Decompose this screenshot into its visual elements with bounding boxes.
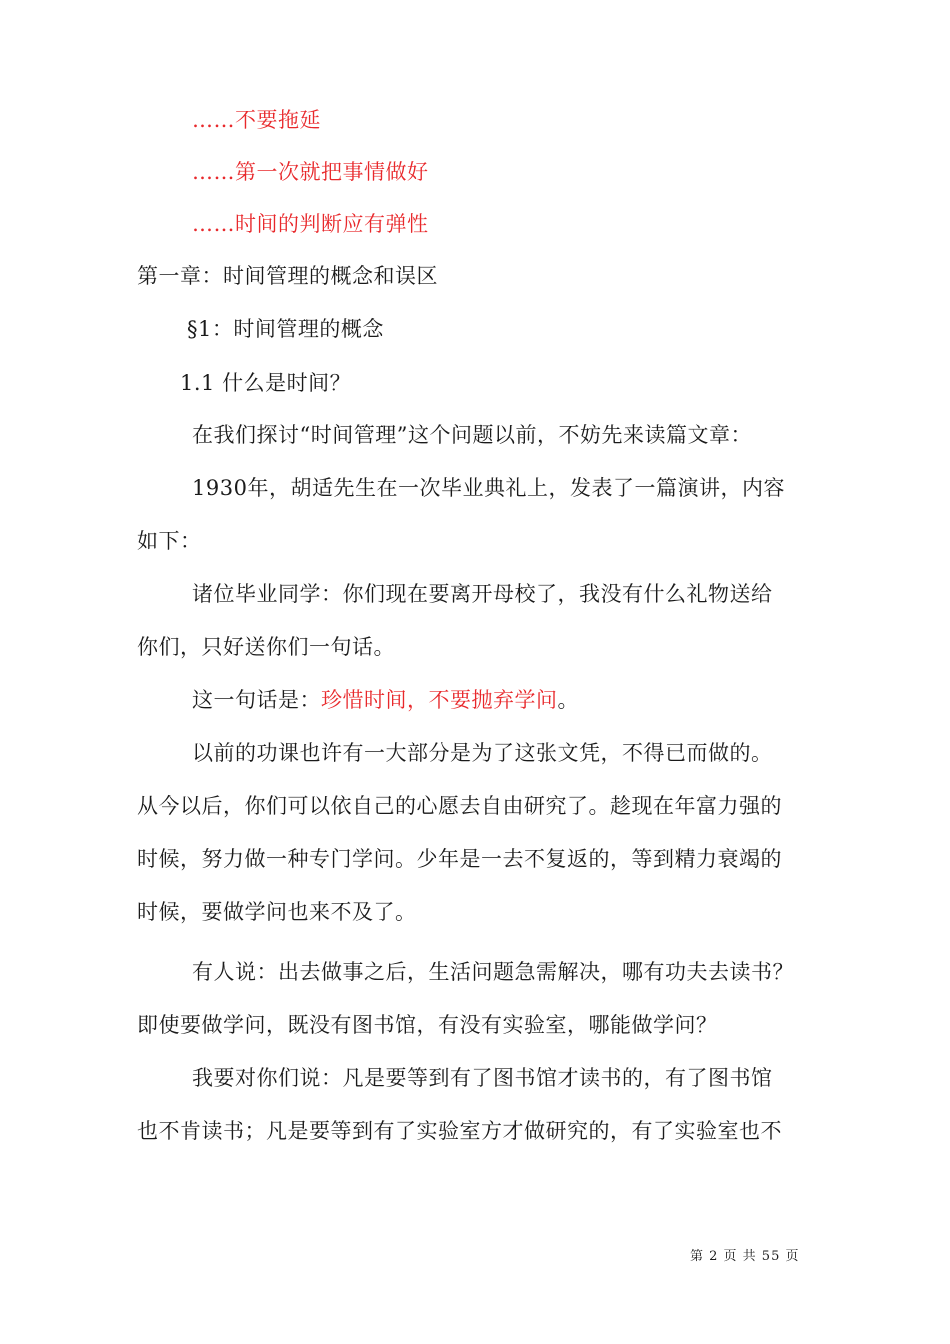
page-footer: 第 2 页 共 55 页 — [690, 1249, 800, 1264]
chapter-title: 第一章：时间管理的概念和误区 — [137, 264, 438, 288]
paragraph-intro: 在我们探讨“时间管理”这个问题以前，不妨先来读篇文章： — [192, 423, 752, 447]
paragraph-reply-line2: 也不肯读书；凡是要等到有了实验室方才做研究的，有了实验室也不 — [137, 1119, 782, 1143]
paragraph-speech-line1: 1930年，胡适先生在一次毕业典礼上，发表了一篇演讲，内容 — [192, 476, 785, 500]
paragraph-address-line2: 你们，只好送你们一句话。 — [137, 635, 395, 659]
paragraph-key-sentence — [192, 686, 579, 714]
key-sentence-prefix: 这一句话是： — [192, 688, 321, 712]
paragraph-objection-line1: 有人说：出去做事之后，生活问题急需解决，哪有功夫去读书？ — [192, 960, 794, 984]
paragraph-speech-line2: 如下： — [137, 529, 202, 553]
key-sentence-highlight: 珍惜时间，不要抛弃学问 — [321, 688, 558, 712]
bullet-do-it-right-first-time: ……第一次就把事情做好 — [192, 160, 429, 184]
bullet-flexible-time-judgment: ……时间的判断应有弹性 — [192, 212, 429, 236]
paragraph-address-line1: 诸位毕业同学：你们现在要离开母校了，我没有什么礼物送给 — [192, 582, 773, 606]
bullet-no-procrastination: ……不要拖延 — [192, 108, 321, 132]
paragraph-study-line1: 以前的功课也许有一大部分是为了这张文凭，不得已而做的。 — [192, 741, 773, 765]
key-sentence-suffix: 。 — [557, 688, 579, 712]
paragraph-objection-line2: 即使要做学问，既没有图书馆，有没有实验室，哪能做学问？ — [137, 1013, 718, 1037]
subsection-title: 1.1 什么是时间？ — [180, 371, 352, 395]
paragraph-study-line3: 时候，努力做一种专门学问。少年是一去不复返的，等到精力衰竭的 — [137, 847, 782, 871]
paragraph-reply-line1: 我要对你们说：凡是要等到有了图书馆才读书的，有了图书馆 — [192, 1066, 773, 1090]
paragraph-study-line2: 从今以后，你们可以依自己的心愿去自由研究了。趁现在年富力强的 — [137, 794, 782, 818]
section-title: §1：时间管理的概念 — [187, 317, 384, 341]
paragraph-study-line4: 时候，要做学问也来不及了。 — [137, 900, 417, 924]
